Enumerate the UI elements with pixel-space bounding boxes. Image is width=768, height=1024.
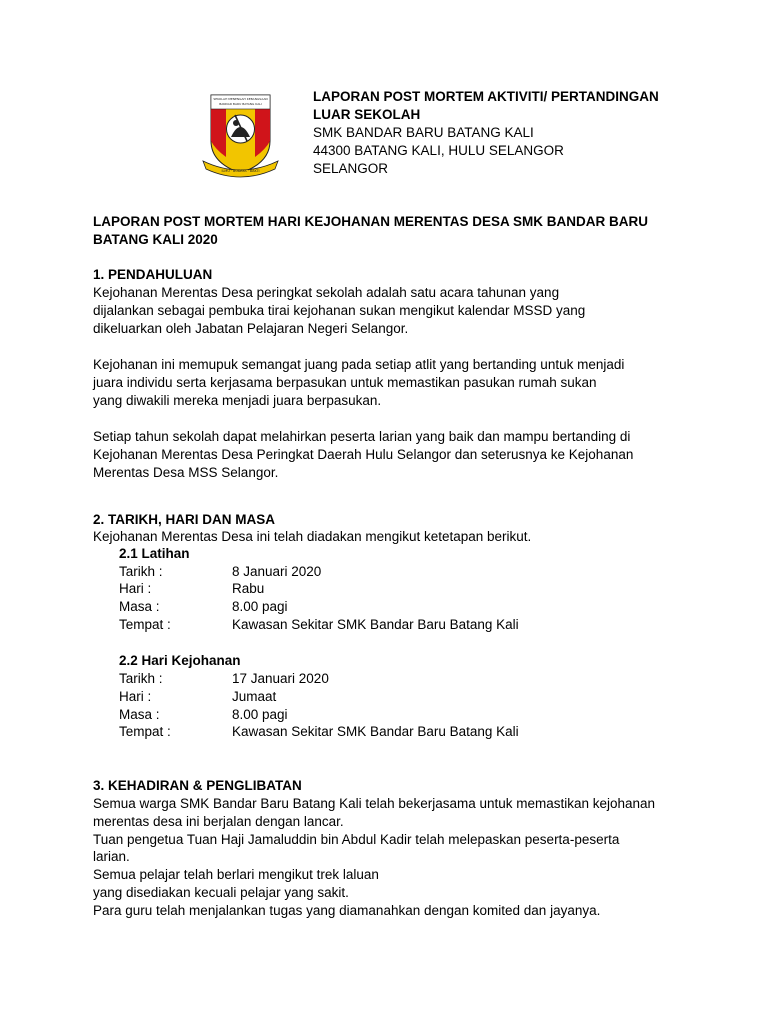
section1-p1-line: dijalankan sebagai pembuka tirai kejohanan sukan mengikut kalendar MSSD yang (93, 303, 586, 318)
section3-line: merentas desa ini berjalan dengan lancar. (93, 814, 344, 829)
kejohanan-row-label: Hari : (119, 689, 152, 704)
section3-line: Semua warga SMK Bandar Baru Batang Kali telah bekerjasama untuk memastikan kejohanan (93, 796, 656, 811)
svg-text:BANDAR BARU BATANG KALI: BANDAR BARU BATANG KALI (219, 102, 262, 106)
kejohanan-row-value: Jumaat (232, 689, 277, 704)
section3-line: Semua pelajar telah berlari mengikut trek laluan (93, 867, 379, 882)
kejohanan-row-label: Masa : (119, 707, 160, 722)
section2-intro: Kejohanan Merentas Desa ini telah diadakan mengikut ketetapan berikut. (93, 529, 532, 544)
header-title-line2: LUAR SEKOLAH (313, 107, 421, 122)
latihan-row-label: Masa : (119, 599, 160, 614)
report-title-line2: BATANG KALI 2020 (93, 232, 218, 247)
latihan-row-value: 8.00 pagi (232, 599, 288, 614)
section1-p3-line: Kejohanan Merentas Desa Peringkat Daerah Hulu Selangor dan seterusnya ke Kejohanan (93, 447, 634, 462)
report-title-line1: LAPORAN POST MORTEM HARI KEJOHANAN MERENTAS DESA SMK BANDAR BARU (93, 214, 649, 229)
svg-text:SEKOLAH MENENGAH KEBANGSAAN: SEKOLAH MENENGAH KEBANGSAAN (213, 97, 268, 101)
latihan-row-value: 8 Januari 2020 (232, 564, 322, 579)
kejohanan-row-label: Tarikh : (119, 671, 163, 686)
section3-heading: 3. KEHADIRAN & PENGLIBATAN (93, 778, 302, 793)
latihan-row-label: Tempat : (119, 617, 171, 632)
latihan-row-value: Rabu (232, 581, 265, 596)
header-school-name: SMK BANDAR BARU BATANG KALI (313, 125, 534, 140)
section1-p2-line: yang diwakili mereka menjadi juara berpasukan. (93, 393, 382, 408)
section1-p2-line: Kejohanan ini memupuk semangat juang pada setiap atlit yang bertanding untuk menjadi (93, 357, 625, 372)
section2-kejohanan-heading: 2.2 Hari Kejohanan (119, 653, 241, 668)
section1-p3-line: Merentas Desa MSS Selangor. (93, 465, 279, 480)
school-crest-logo (201, 89, 280, 181)
svg-text:ILMU · BUDAYA · BAKTI: ILMU · BUDAYA · BAKTI (221, 169, 260, 173)
section1-p2-line: juara individu serta kerjasama berpasukan untuk memastikan pasukan rumah sukan (93, 375, 597, 390)
section2-latihan-heading: 2.1 Latihan (119, 546, 190, 561)
header-title-line1: LAPORAN POST MORTEM AKTIVITI/ PERTANDINGAN (313, 89, 659, 104)
kejohanan-row-value: Kawasan Sekitar SMK Bandar Baru Batang Kali (232, 724, 519, 739)
section1-p1-line: dikeluarkan oleh Jabatan Pelajaran Negeri Selangor. (93, 321, 409, 336)
kejohanan-row-label: Tempat : (119, 724, 171, 739)
section3-line: larian. (93, 849, 130, 864)
section3-line: Para guru telah menjalankan tugas yang diamanahkan dengan komited dan jayanya. (93, 903, 601, 918)
header-address-line1: 44300 BATANG KALI, HULU SELANGOR (313, 143, 564, 158)
latihan-row-value: Kawasan Sekitar SMK Bandar Baru Batang Kali (232, 617, 519, 632)
latihan-row-label: Tarikh : (119, 564, 163, 579)
kejohanan-row-value: 8.00 pagi (232, 707, 288, 722)
section1-p3-line: Setiap tahun sekolah dapat melahirkan peserta larian yang baik dan mampu bertanding di (93, 429, 631, 444)
section1-heading: 1. PENDAHULUAN (93, 267, 213, 282)
section3-line: Tuan pengetua Tuan Haji Jamaluddin bin Abdul Kadir telah melepaskan peserta-peserta (93, 832, 620, 847)
section3-line: yang disediakan kecuali pelajar yang sakit. (93, 885, 349, 900)
kejohanan-row-value: 17 Januari 2020 (232, 671, 329, 686)
latihan-row-label: Hari : (119, 581, 152, 596)
section2-heading: 2. TARIKH, HARI DAN MASA (93, 512, 275, 527)
header-address-line2: SELANGOR (313, 161, 389, 176)
section1-p1-line: Kejohanan Merentas Desa peringkat sekolah adalah satu acara tahunan yang (93, 285, 560, 300)
